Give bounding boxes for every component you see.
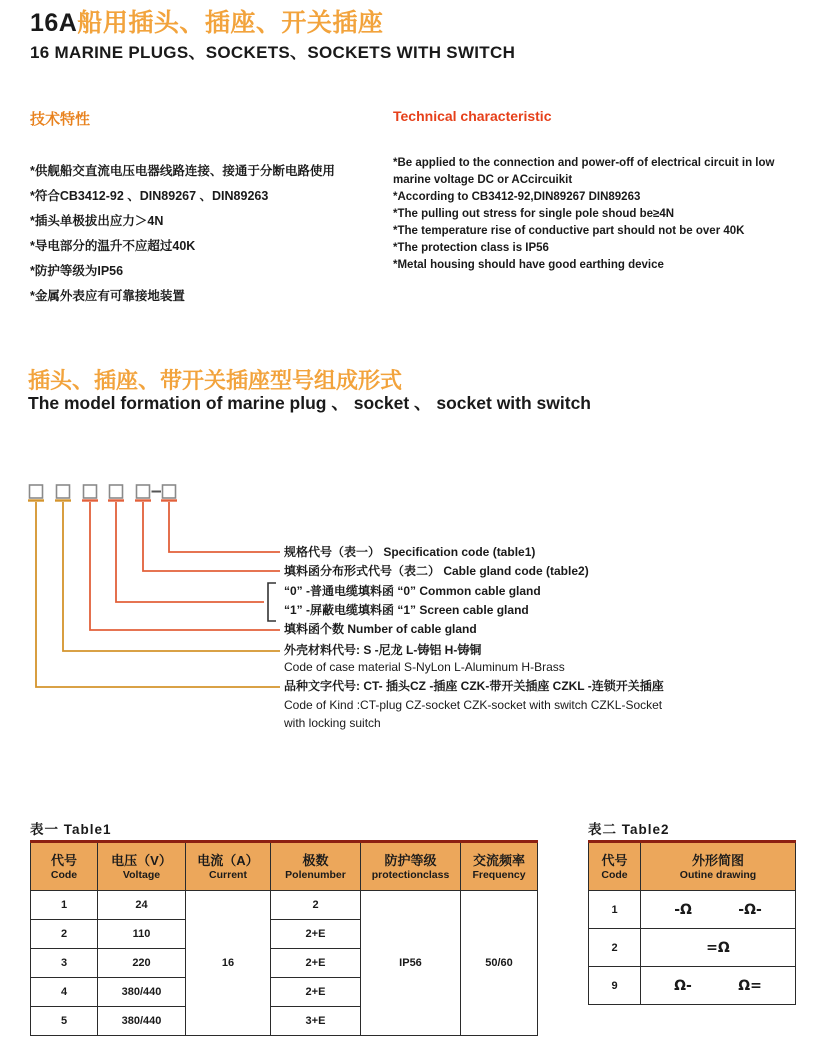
header-en: Outine drawing — [679, 868, 757, 881]
tech-list-en — [393, 155, 807, 274]
tech-item: *金属外表应有可靠接地装置 — [30, 289, 185, 303]
cell-outline-drawing — [641, 967, 796, 1005]
header-zh: 极数 — [302, 852, 329, 868]
table1-header-code — [31, 842, 98, 891]
diagram-label-gland-count: 填料函个数 Number of cable gland — [284, 622, 477, 636]
header-en: Frequency — [472, 868, 526, 881]
table-row — [589, 967, 796, 1005]
header-zh: 代号 — [50, 852, 77, 868]
model-formation-diagram — [0, 483, 830, 743]
table2 — [588, 840, 796, 1005]
page-title — [30, 10, 515, 37]
table2-caption: 表二 Table2 — [588, 822, 670, 837]
model-box-6 — [163, 485, 176, 498]
table1-header-frequency — [461, 842, 538, 891]
title-chinese: 船用插头、插座、开关插座 — [77, 9, 384, 37]
header-zh: 防护等级 — [384, 852, 437, 868]
table-row — [589, 929, 796, 967]
cell-code: 4 — [31, 978, 98, 1007]
cell-voltage: 380/440 — [98, 1007, 186, 1036]
model-box-3 — [84, 485, 97, 498]
tech-item: *符合CB3412-92 、DIN89267 、DIN89263 — [30, 189, 269, 203]
cell-pole: 2 — [271, 891, 361, 920]
cell-code: 3 — [31, 949, 98, 978]
cell-pole: 3+E — [271, 1007, 361, 1036]
model-formation-heading-en: The model formation of marine plug 、 socket 、 socket with switch — [28, 393, 591, 413]
model-box-2 — [57, 485, 70, 498]
table2-header-code — [589, 842, 641, 891]
table1-caption: 表一 Table1 — [30, 822, 112, 837]
gland-drawing-icon: =Ω — [706, 939, 730, 956]
cell-code: 9 — [589, 967, 641, 1005]
table1 — [30, 840, 538, 1036]
table1-header-protection — [361, 842, 461, 891]
cell-pole: 2+E — [271, 949, 361, 978]
drawing-group — [651, 940, 785, 956]
header-en: Current — [209, 868, 247, 881]
connector-kind — [36, 502, 280, 687]
tech-item: *导电部分的温升不应超过40K — [30, 239, 196, 253]
cell-code: 2 — [589, 929, 641, 967]
cell-outline-drawing — [641, 891, 796, 929]
model-formation-heading-zh: 插头、插座、带开关插座型号组成形式 — [28, 368, 403, 393]
model-box-4 — [110, 485, 123, 498]
page-subtitle: 16 MARINE PLUGS、SOCKETS、SOCKETS WITH SWITCH — [30, 43, 516, 62]
cell-voltage: 380/440 — [98, 978, 186, 1007]
diagram-label-material-zh: 外壳材料代号: S -尼龙 L-铸铝 H-铸铜 — [284, 643, 482, 657]
header-en: protectionclass — [371, 868, 450, 881]
cell-code: 1 — [589, 891, 641, 929]
table2-header-drawing — [641, 842, 796, 891]
tech-item: *Be applied to the connection and power-off of electrical circuit in low marine voltage DC or ACcircuikit — [393, 157, 775, 186]
header-zh: 电压（V） — [111, 852, 172, 868]
tech-item: *插头单极拔出应力＞4N — [30, 214, 164, 228]
header-en: Polenumber — [285, 868, 346, 881]
tech-characteristics-zh — [30, 108, 390, 309]
tech-list-zh — [30, 159, 390, 309]
option-bracket — [268, 583, 276, 621]
table-row — [589, 891, 796, 929]
cell-voltage: 220 — [98, 949, 186, 978]
page-header — [30, 10, 515, 63]
cell-code: 2 — [31, 920, 98, 949]
cell-current-merged: 16 — [186, 891, 271, 1036]
table1-header-row — [31, 842, 538, 891]
drawing-group — [651, 902, 785, 918]
diagram-label-gland-1: “1” -屏蔽电缆填料函 “1” Screen cable gland — [284, 603, 529, 617]
table2-header-row — [589, 842, 796, 891]
model-box-5 — [137, 485, 150, 498]
header-en: Voltage — [122, 868, 161, 881]
diagram-label-gland-0: “0” -普通电缆填料函 “0” Common cable gland — [284, 584, 541, 598]
table1-header-current — [186, 842, 271, 891]
drawing-group — [651, 978, 785, 994]
diagram-label-gland-code: 填料函分布形式代号（表二） Cable gland code (table2) — [284, 564, 589, 578]
tech-item: *供舰船交直流电压电器线路连接、接通于分断电路使用 — [30, 164, 335, 178]
cell-voltage: 110 — [98, 920, 186, 949]
diagram-label-kind-en: Code of Kind :CT-plug CZ-socket CZK-socket with switch CZKL-Socket — [284, 698, 663, 712]
cell-voltage: 24 — [98, 891, 186, 920]
cell-pole: 2+E — [271, 978, 361, 1007]
connector-gland-code — [143, 502, 280, 571]
connector-spec — [169, 502, 280, 552]
table1-header-voltage — [98, 842, 186, 891]
title-prefix: 16A — [30, 9, 78, 37]
tech-item: *防护等级为IP56 — [30, 264, 124, 278]
cell-code: 1 — [31, 891, 98, 920]
model-box-1 — [30, 485, 43, 498]
gland-drawing-icon: Ω- — [674, 977, 692, 994]
tech-item: *The protection class is IP56 — [393, 242, 549, 254]
cell-pole: 2+E — [271, 920, 361, 949]
cell-outline-drawing — [641, 929, 796, 967]
tech-heading-en: Technical characteristic — [393, 108, 552, 124]
diagram-label-kind-zh: 品种文字代号: CT- 插头CZ -插座 CZK-带开关插座 CZKL -连锁开关插座 — [284, 679, 664, 693]
connector-gland-count — [90, 502, 280, 630]
header-en: Code — [50, 868, 78, 881]
tech-heading-zh: 技术特性 — [30, 111, 91, 128]
header-zh: 电流（A） — [197, 852, 259, 868]
tech-item: *Metal housing should have good earthing device — [393, 259, 664, 271]
tech-characteristics-en — [393, 108, 807, 274]
cell-protection-merged: IP56 — [361, 891, 461, 1036]
diagram-label-kind-en-2: with locking suitch — [284, 716, 381, 730]
tech-item: *The pulling out stress for single pole shoud be≥4N — [393, 208, 675, 220]
header-zh: 交流频率 — [472, 852, 525, 868]
diagram-label-material-en: Code of case material S-NyLon L-Aluminum H-Brass — [284, 660, 565, 674]
table1-header-polenumber — [271, 842, 361, 891]
header-zh: 代号 — [601, 852, 628, 868]
connector-material — [63, 502, 280, 651]
gland-drawing-icon: -Ω- — [738, 901, 762, 918]
header-zh: 外形简图 — [691, 852, 744, 868]
gland-drawing-icon: Ω= — [738, 977, 762, 994]
tech-item: *The temperature rise of conductive part should not be over 40K — [393, 225, 745, 237]
model-formation-heading — [28, 369, 591, 414]
tech-item: *According to CB3412-92,DIN89267 DIN89263 — [393, 191, 641, 203]
cell-code: 5 — [31, 1007, 98, 1036]
header-en: Code — [601, 868, 628, 881]
diagram-label-spec: 规格代号（表一） Specification code (table1) — [284, 545, 536, 559]
table-row — [31, 891, 538, 920]
gland-drawing-icon: -Ω — [674, 901, 692, 918]
cell-frequency-merged: 50/60 — [461, 891, 538, 1036]
